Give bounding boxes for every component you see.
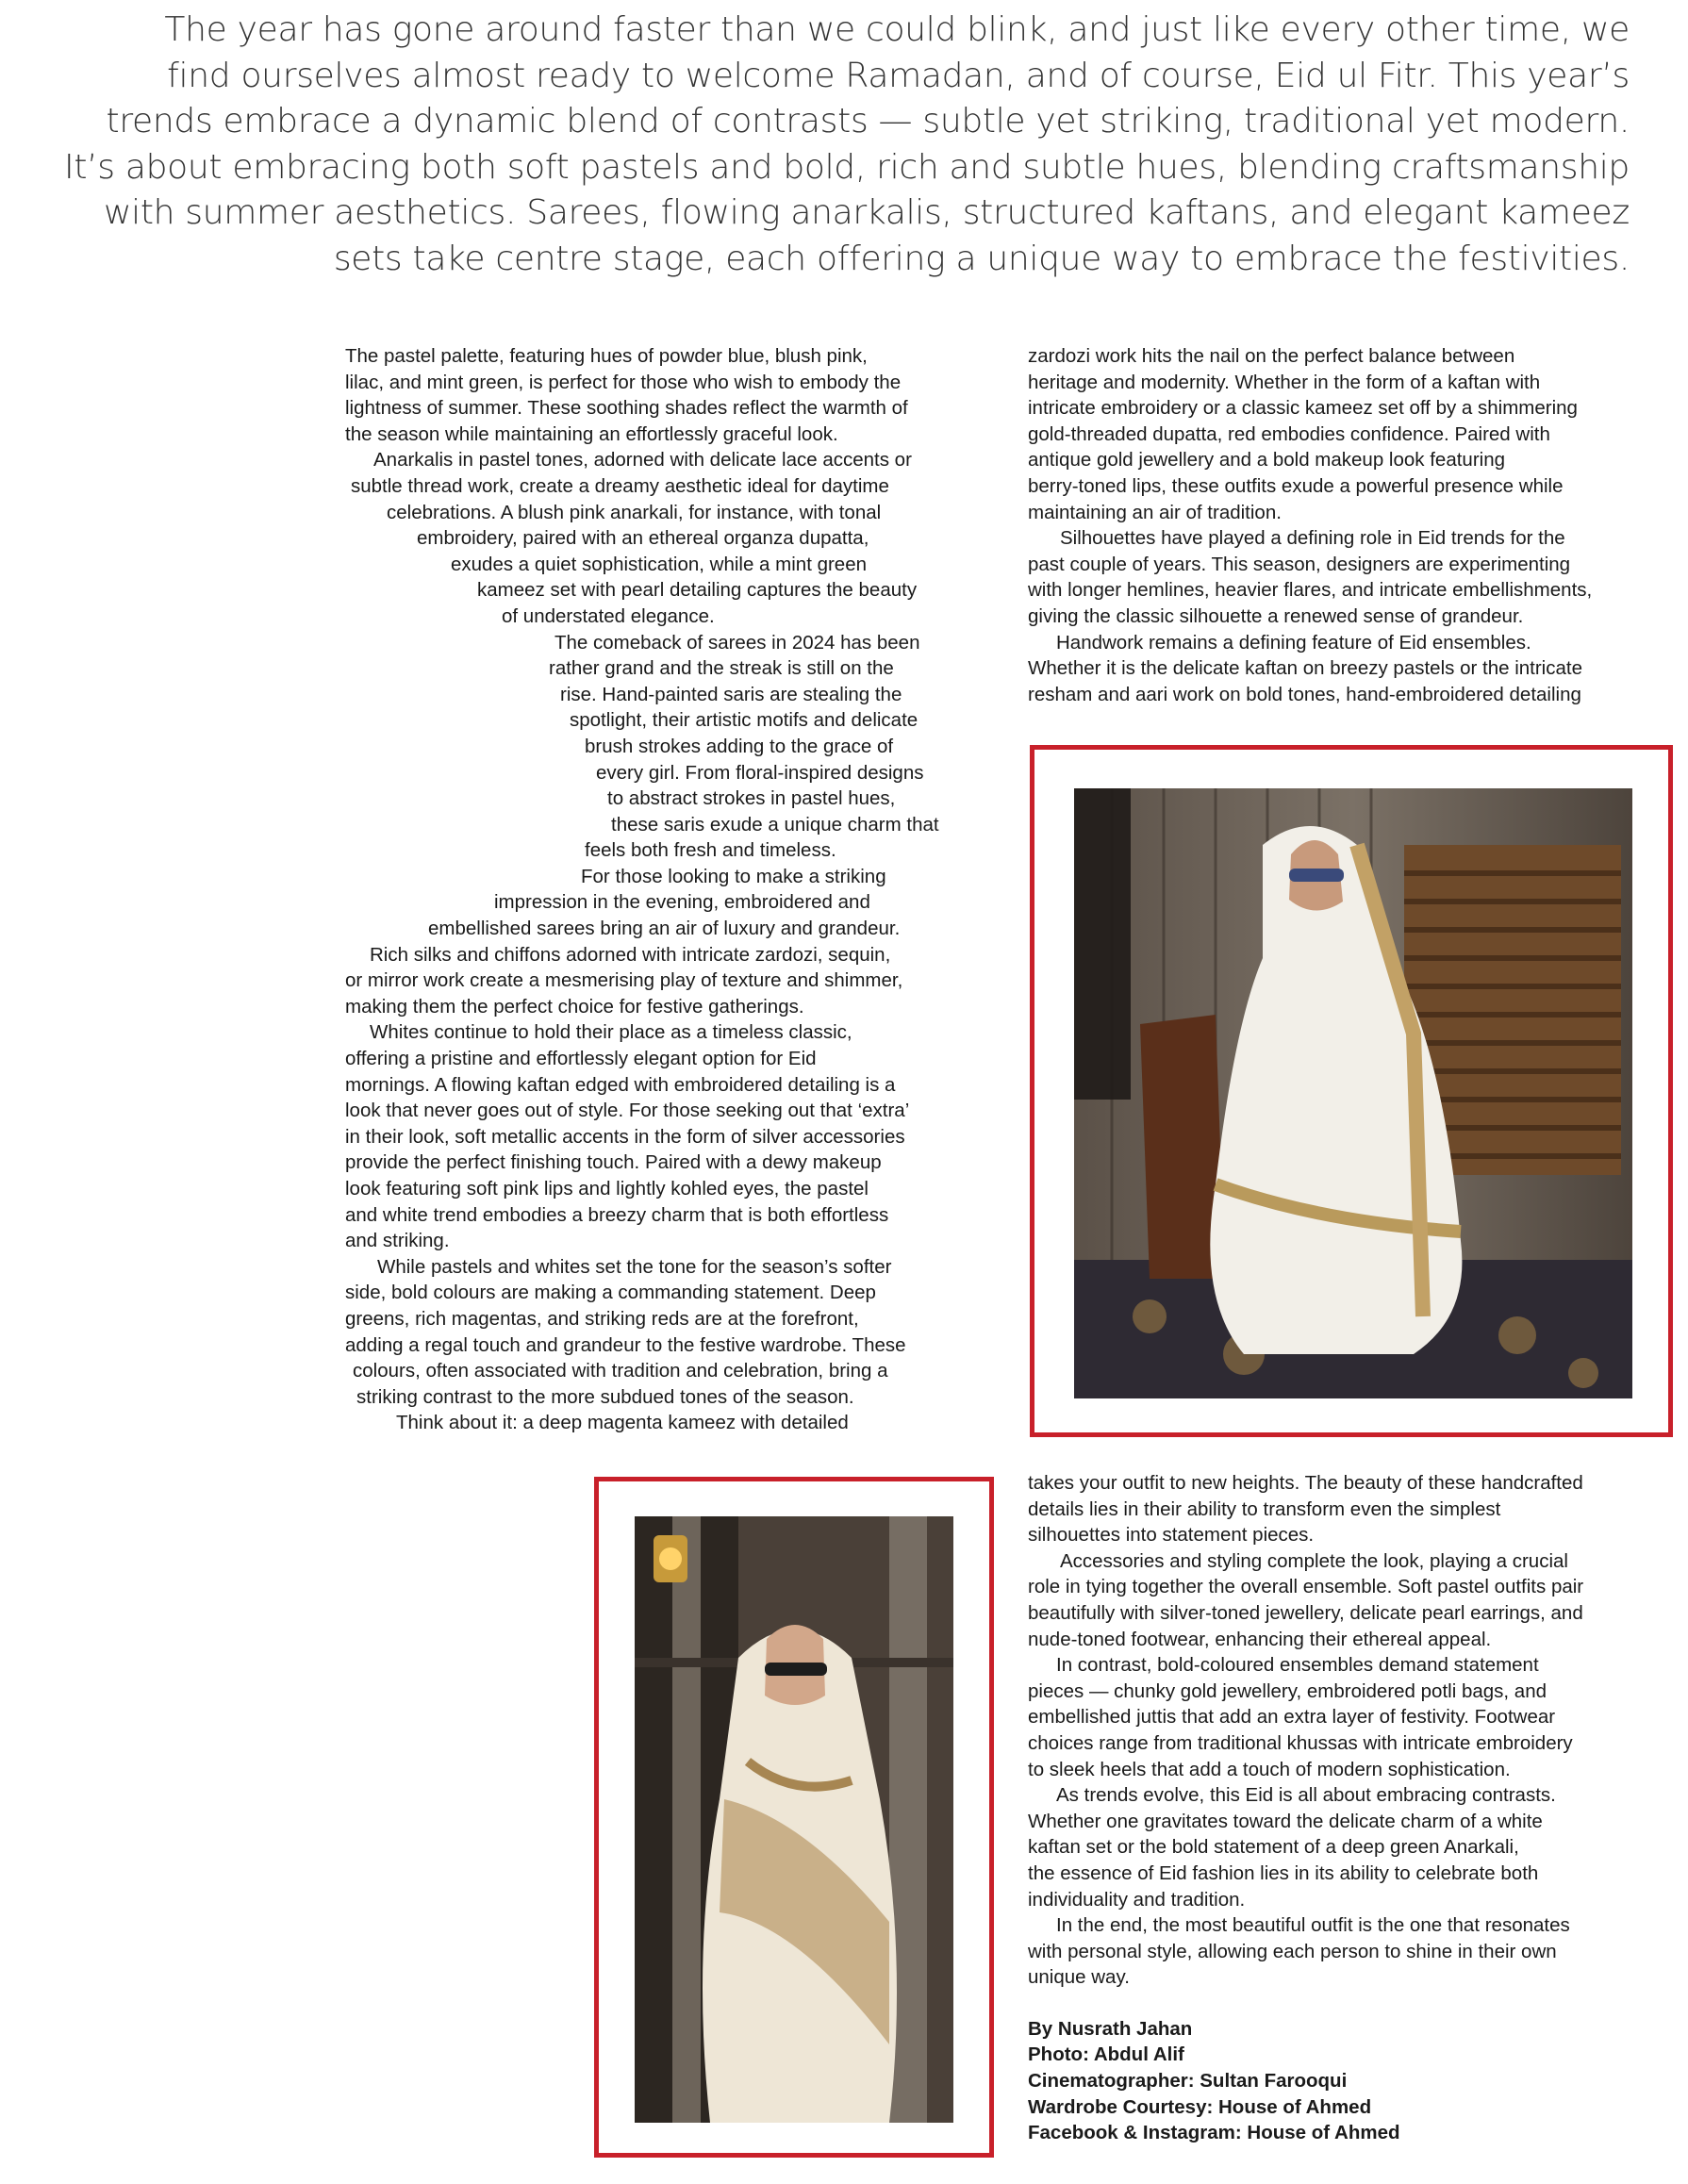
body-line: resham and aari work on bold tones, hand-embroidered detailing (1028, 683, 1581, 705)
body-line: of understated elegance. (502, 604, 715, 627)
body-line: look that never goes out of style. For those seeking out that ‘extra’ (345, 1100, 910, 1122)
body-line: takes your outfit to new heights. The beauty of these handcrafted (1028, 1472, 1583, 1494)
body-line: to sleek heels that add a touch of modern sophistication. (1028, 1758, 1511, 1780)
credit-cinematographer: Cinematographer: Sultan Farooqui (1028, 2070, 1348, 2093)
photo-frame-top (1030, 745, 1673, 1437)
body-line: kaftan set or the bold statement of a deep green Anarkali, (1028, 1836, 1519, 1859)
photo-frame-bottom (594, 1477, 994, 2158)
body-line: details lies in their ability to transform even the simplest (1028, 1497, 1501, 1520)
body-line: mornings. A flowing kaftan edged with embroidered detailing is a (345, 1073, 896, 1096)
intro-line: with summer aesthetics. Sarees, flowing anarkalis, structured kaftans, and elegant kameez (103, 193, 1630, 232)
body-line: The pastel palette, featuring hues of powder blue, blush pink, (345, 345, 868, 367)
body-line: greens, rich magentas, and striking reds are at the forefront, (345, 1307, 859, 1330)
body-line: In the end, the most beautiful outfit is the one that resonates (1056, 1914, 1570, 1937)
credit-wardrobe: Wardrobe Courtesy: House of Ahmed (1028, 2095, 1372, 2118)
body-line: In contrast, bold-coloured ensembles demand statement (1056, 1654, 1539, 1677)
body-line: Whites continue to hold their place as a timeless classic, (370, 1021, 852, 1044)
body-line: maintaining an air of tradition. (1028, 501, 1282, 523)
body-line: antique gold jewellery and a bold makeup look featuring (1028, 449, 1506, 472)
body-line: the season while maintaining an effortlessly graceful look. (345, 422, 838, 445)
credits-block (1028, 2016, 1679, 2146)
body-line: and white trend embodies a breezy charm that is both effortless (345, 1203, 889, 1226)
credit-author: By Nusrath Jahan (1028, 2017, 1193, 2040)
photo-standing-cream-saree (635, 1516, 953, 2123)
intro-line: The year has gone around faster than we could blink, and just like every other time, we (164, 10, 1630, 49)
body-line: impression in the evening, embroidered and (494, 891, 870, 914)
body-line: zardozi work hits the nail on the perfect balance between (1028, 345, 1515, 367)
intro-line: find ourselves almost ready to welcome Ramadan, and of course, Eid ul Fitr. This year’s (167, 56, 1630, 95)
body-line: in their look, soft metallic accents in the form of silver accessories (345, 1125, 905, 1148)
body-line: berry-toned lips, these outfits exude a powerful presence while (1028, 474, 1564, 497)
body-line: spotlight, their artistic motifs and delicate (570, 709, 918, 732)
body-line: look featuring soft pink lips and lightly kohled eyes, the pastel (345, 1178, 869, 1200)
body-line: these saris exude a unique charm that (611, 813, 939, 836)
intro-line: sets take centre stage, each offering a unique way to embrace the festivities. (333, 239, 1630, 278)
body-line: gold-threaded dupatta, red embodies confidence. Paired with (1028, 422, 1550, 445)
body-line: giving the classic silhouette a renewed sense of grandeur. (1028, 604, 1524, 627)
body-line: heritage and modernity. Whether in the form of a kaftan with (1028, 371, 1541, 393)
body-line: feels both fresh and timeless. (585, 839, 836, 862)
body-line: with longer hemlines, heavier flares, and intricate embellishments, (1028, 579, 1593, 602)
body-line: Handwork remains a defining feature of Eid ensembles. (1056, 631, 1531, 654)
body-line: rather grand and the streak is still on the (549, 657, 894, 680)
article-column-right-bottom (1028, 1470, 1679, 2146)
body-line: striking contrast to the more subdued tones of the season. (356, 1385, 854, 1408)
body-line: intricate embroidery or a classic kameez set off by a shimmering (1028, 397, 1578, 420)
article-column-left (345, 343, 996, 1436)
body-line: unique way. (1028, 1966, 1130, 1989)
body-line: role in tying together the overall ensemble. Soft pastel outfits pair (1028, 1576, 1584, 1598)
body-line: subtle thread work, create a dreamy aesthetic ideal for daytime (351, 474, 889, 497)
body-line: celebrations. A blush pink anarkali, for instance, with tonal (387, 501, 882, 523)
body-line: colours, often associated with tradition and celebration, bring a (353, 1360, 888, 1382)
body-line: As trends evolve, this Eid is all about embracing contrasts. (1056, 1784, 1556, 1807)
credit-photo: Photo: Abdul Alif (1028, 2043, 1184, 2066)
body-line: offering a pristine and effortlessly elegant option for Eid (345, 1048, 817, 1070)
article-column-right-top (1028, 343, 1679, 707)
body-line: Whether it is the delicate kaftan on breezy pastels or the intricate (1028, 657, 1582, 680)
intro-paragraph (6, 8, 1630, 282)
body-line: to abstract strokes in pastel hues, (607, 787, 896, 810)
body-line: For those looking to make a striking (581, 865, 886, 887)
intro-line: It’s about embracing both soft pastels and bold, rich and subtle hues, blending craftsmanship (64, 147, 1630, 187)
body-line: or mirror work create a mesmerising play of texture and shimmer, (345, 969, 903, 992)
body-line: adding a regal touch and grandeur to the festive wardrobe. These (345, 1333, 906, 1356)
body-line: every girl. From floral-inspired designs (596, 761, 924, 784)
body-line: brush strokes adding to the grace of (585, 735, 894, 757)
body-line: making them the perfect choice for festive gatherings. (345, 995, 804, 1018)
body-line: the essence of Eid fashion lies in its ability to celebrate both (1028, 1861, 1539, 1884)
body-line: nude-toned footwear, enhancing their ethereal appeal. (1028, 1628, 1492, 1650)
body-line: beautifully with silver-toned jewellery, delicate pearl earrings, and (1028, 1601, 1583, 1624)
body-line: individuality and tradition. (1028, 1888, 1246, 1911)
body-line: lilac, and mint green, is perfect for those who wish to embody the (345, 371, 902, 393)
body-line: Silhouettes have played a defining role in Eid trends for the (1060, 527, 1565, 550)
body-line: provide the perfect finishing touch. Paired with a dewy makeup (345, 1151, 882, 1174)
body-line: kameez set with pearl detailing captures the beauty (477, 579, 918, 602)
body-line: The comeback of sarees in 2024 has been (554, 631, 920, 654)
credit-social: Facebook & Instagram: House of Ahmed (1028, 2122, 1400, 2144)
body-line: and striking. (345, 1230, 450, 1252)
body-line: side, bold colours are making a commanding statement. Deep (345, 1282, 876, 1304)
body-line: pieces — chunky gold jewellery, embroidered potli bags, and (1028, 1679, 1547, 1702)
body-line: Rich silks and chiffons adorned with intricate zardozi, sequin, (370, 943, 891, 966)
body-line: past couple of years. This season, designers are experimenting (1028, 553, 1571, 575)
body-line: with personal style, allowing each person to shine in their own (1028, 1940, 1557, 1962)
body-line: embellished sarees bring an air of luxury and grandeur. (428, 918, 901, 940)
photo-seated-white-kaftan (1074, 788, 1632, 1398)
intro-line: trends embrace a dynamic blend of contrasts — subtle yet striking, traditional yet modern. (106, 102, 1630, 141)
body-line: exudes a quiet sophistication, while a mint green (451, 553, 868, 575)
body-line: embroidery, paired with an ethereal organza dupatta, (417, 527, 869, 550)
body-line: Whether one gravitates toward the delicate charm of a white (1028, 1810, 1543, 1832)
body-line: lightness of summer. These soothing shades reflect the warmth of (345, 397, 908, 420)
body-line: While pastels and whites set the tone for the season’s softer (377, 1255, 892, 1278)
body-line: rise. Hand-painted saris are stealing the (560, 683, 902, 705)
body-line: embellished juttis that add an extra layer of festivity. Footwear (1028, 1706, 1556, 1729)
body-line: Think about it: a deep magenta kameez with detailed (396, 1412, 849, 1434)
body-line: choices range from traditional khussas with intricate embroidery (1028, 1731, 1573, 1754)
body-line: Accessories and styling complete the look, playing a crucial (1060, 1549, 1568, 1572)
body-line: Anarkalis in pastel tones, adorned with delicate lace accents or (373, 449, 912, 472)
body-line: silhouettes into statement pieces. (1028, 1524, 1315, 1547)
